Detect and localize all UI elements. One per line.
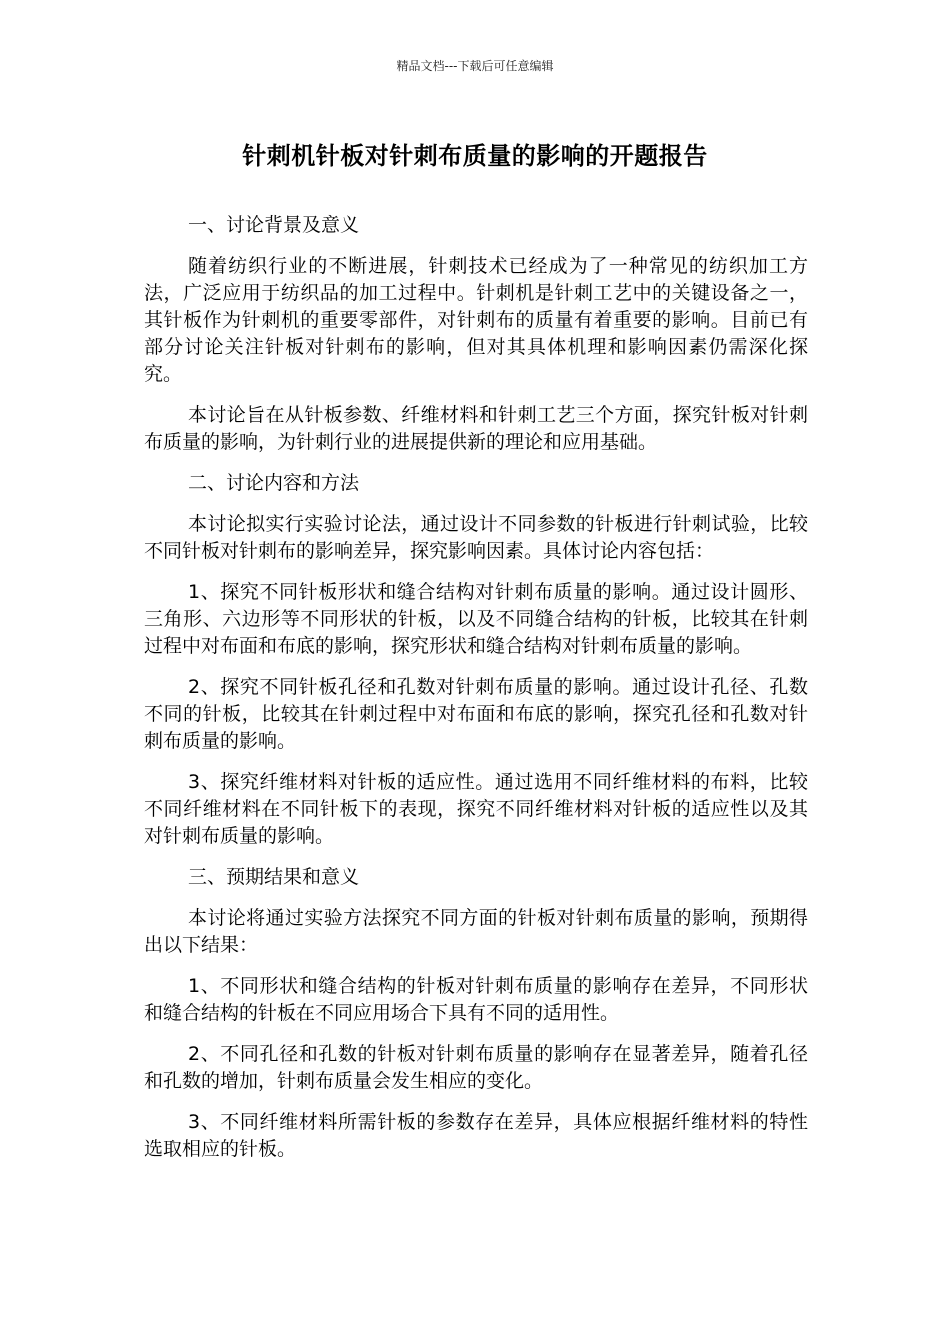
paragraph: 随着纺织行业的不断进展，针刺技术已经成为了一种常见的纺织加工方法，广泛应用于纺织品的加工过程中。针刺机是针刺工艺中的关键设备之一，其针板作为针刺机的重要零部件，对针刺布的质量有着重要的影响。目前已有部分讨论关注针板对针刺布的影响，但对其具体机理和影响因素仍需深化探究。 — [144, 255, 808, 385]
list-item: 1、不同形状和缝合结构的针板对针刺布质量的影响存在差异，不同形状和缝合结构的针板在不同应用场合下具有不同的适用性。 — [144, 975, 808, 1024]
section-heading-expected-results: 三、预期结果和意义 — [188, 866, 360, 888]
paragraph: 本讨论拟实行实验讨论法，通过设计不同参数的针板进行针刺试验，比较不同针板对针刺布的影响差异，探究影响因素。具体讨论内容包括： — [144, 513, 808, 562]
list-item: 3、探究纤维材料对针板的适应性。通过选用不同纤维材料的布料，比较不同纤维材料在不同针板下的表现，探究不同纤维材料对针板的适应性以及其对针刺布质量的影响。 — [144, 771, 808, 847]
paragraph: 本讨论旨在从针板参数、纤维材料和针刺工艺三个方面，探究针板对针刺布质量的影响，为针刺行业的进展提供新的理论和应用基础。 — [144, 404, 808, 453]
page-header-note: 精品文档---下载后可任意编辑 — [396, 59, 554, 73]
section-heading-content-methods: 二、讨论内容和方法 — [188, 472, 360, 494]
list-item: 2、探究不同针板孔径和孔数对针刺布质量的影响。通过设计孔径、孔数不同的针板，比较其在针刺过程中对布面和布底的影响，探究孔径和孔数对针刺布质量的影响。 — [144, 676, 808, 752]
paragraph: 本讨论将通过实验方法探究不同方面的针板对针刺布质量的影响，预期得出以下结果： — [144, 907, 808, 956]
list-item: 2、不同孔径和孔数的针板对针刺布质量的影响存在显著差异，随着孔径和孔数的增加，针刺布质量会发生相应的变化。 — [144, 1043, 808, 1092]
list-item: 3、不同纤维材料所需针板的参数存在差异，具体应根据纤维材料的特性选取相应的针板。 — [144, 1111, 808, 1160]
section-heading-background: 一、讨论背景及意义 — [188, 214, 360, 236]
document-body — [144, 212, 808, 1177]
list-item: 1、探究不同针板形状和缝合结构对针刺布质量的影响。通过设计圆形、三角形、六边形等不同形状的针板，以及不同缝合结构的针板，比较其在针刺过程中对布面和布底的影响，探究形状和缝合结构对针刺布质量的影响。 — [144, 581, 808, 657]
document-title: 针刺机针板对针刺布质量的影响的开题报告 — [242, 142, 708, 170]
